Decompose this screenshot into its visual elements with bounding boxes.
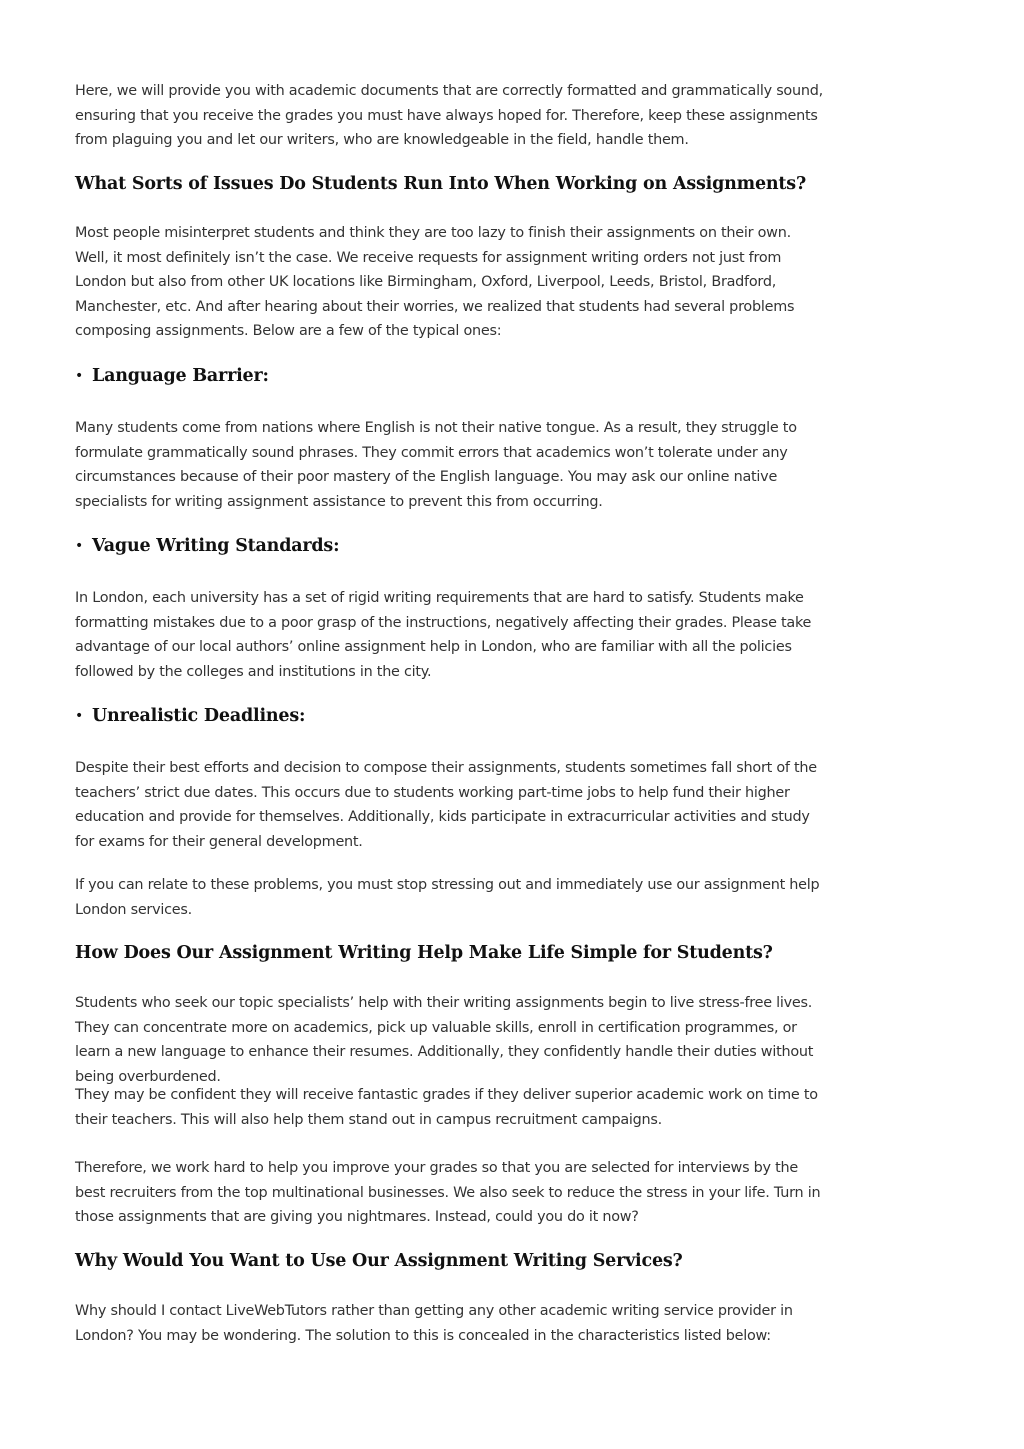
intro-paragraph: Here, we will provide you with academic documents that are correctly formatted and grammatically sound, ensuring that you receive the grades you must have always hoped for. Therefore, keep these assignments from plaguing you and let our writers, who are knowledgeable in the field, handle them.	[75, 83, 823, 149]
unrealistic-deadlines-paragraph: Despite their best efforts and decision to compose their assignments, students sometimes fall short of the teachers’ strict due dates. This occurs due to students working part-time jobs to help fund their higher education and provide for themselves. Additionally, kids participate in extracurricular activities and study for exams for their general development.	[75, 760, 817, 850]
bullet-title: Vague Writing Standards:	[92, 536, 340, 556]
bullet-title: Language Barrier:	[92, 366, 269, 386]
bullet-title: Unrealistic Deadlines:	[92, 706, 306, 726]
heading-student-issues: What Sorts of Issues Do Students Run Into When Working on Assignments?	[75, 174, 806, 194]
why-use-services-paragraph: Why should I contact LiveWebTutors rather than getting any other academic writing service provider in London? You may be wondering. The solution to this is concealed in the characteristics listed below:	[75, 1303, 793, 1344]
heading-life-simple: How Does Our Assignment Writing Help Make Life Simple for Students?	[75, 943, 773, 963]
heading-why-use-services: Why Would You Want to Use Our Assignment Writing Services?	[75, 1251, 683, 1271]
vague-writing-standards-paragraph: In London, each university has a set of rigid writing requirements that are hard to satisfy. Students make formatting mistakes due to a poor grasp of the instructions, negatively affecting their grades. Please take advantage of our local authors’ online assignment help in London, who are familiar with all the policies followed by the colleges and institutions in the city.	[75, 590, 812, 680]
bullet-heading-vague-writing-standards	[75, 533, 339, 560]
life-simple-paragraph-2: They may be confident they will receive fantastic grades if they deliver superior academic work on time to their teachers. This will also help them stand out in campus recruitment campaigns.	[75, 1087, 818, 1128]
bullet-icon: •	[75, 368, 84, 384]
issues-outro-paragraph: If you can relate to these problems, you must stop stressing out and immediately use our assignment help London services.	[75, 877, 820, 918]
bullet-heading-unrealistic-deadlines	[75, 703, 305, 730]
bullet-heading-language-barrier	[75, 363, 269, 390]
issues-intro-paragraph: Most people misinterpret students and think they are too lazy to finish their assignments on their own. Well, it most definitely isn’t the case. We receive requests for assignment writing orders not just from London but also from other UK locations like Birmingham, Oxford, Liverpool, Leeds, Bristol, Bradford, Manchester, etc. And after hearing about their worries, we realized that students had several problems composing assignments. Below are a few of the typical ones:	[75, 225, 795, 340]
bullet-icon: •	[75, 708, 84, 724]
life-simple-paragraph-3: Therefore, we work hard to help you improve your grades so that you are selected for interviews by the best recruiters from the top multinational businesses. We also seek to reduce the stress in your life. Turn in those assignments that are giving you nightmares. Instead, could you do it now?	[75, 1160, 821, 1226]
bullet-icon: •	[75, 538, 84, 554]
language-barrier-paragraph: Many students come from nations where English is not their native tongue. As a result, they struggle to formulate grammatically sound phrases. They commit errors that academics won’t tolerate under any circumstances because of their poor mastery of the English language. You may ask our online native specialists for writing assignment assistance to prevent this from occurring.	[75, 420, 797, 510]
life-simple-paragraph-1: Students who seek our topic specialists’ help with their writing assignments begin to live stress-free lives. They can concentrate more on academics, pick up valuable skills, enroll in certification programmes, or learn a new language to enhance their resumes. Additionally, they confidently handle their duties without being overburdened.	[75, 995, 814, 1085]
